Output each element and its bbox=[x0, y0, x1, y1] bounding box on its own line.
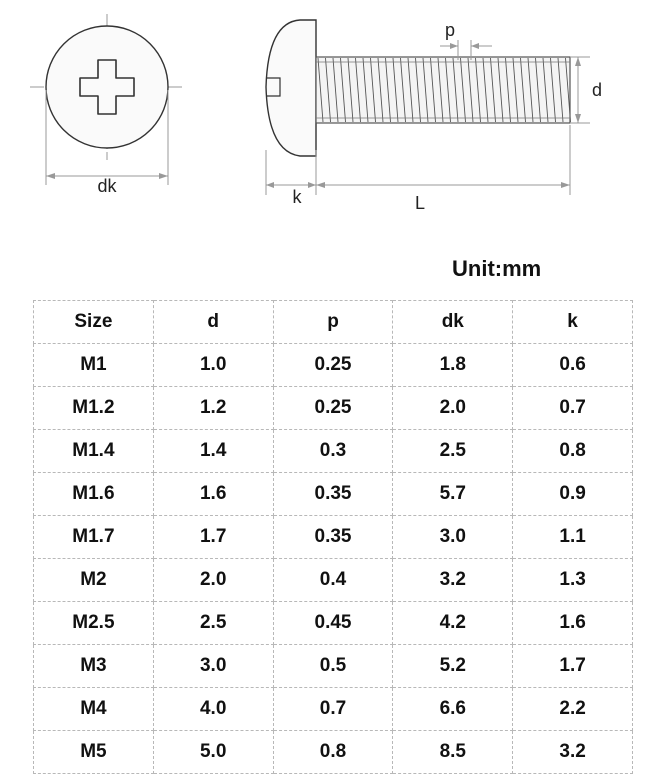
label-p: p bbox=[444, 20, 456, 40]
table-row bbox=[34, 645, 633, 688]
diameter-dimension bbox=[570, 57, 590, 123]
cell-size: M2.5 bbox=[34, 602, 154, 645]
cell-p: 0.7 bbox=[273, 688, 393, 731]
cell-size: M1.2 bbox=[34, 387, 154, 430]
cell-d: 1.7 bbox=[153, 516, 273, 559]
cell-d: 1.4 bbox=[153, 430, 273, 473]
cell-dk: 2.5 bbox=[393, 430, 513, 473]
cell-size: M3 bbox=[34, 645, 154, 688]
cell-size: M2 bbox=[34, 559, 154, 602]
cell-dk: 6.6 bbox=[393, 688, 513, 731]
cell-d: 3.0 bbox=[153, 645, 273, 688]
table-row bbox=[34, 473, 633, 516]
label-dk: dk bbox=[97, 176, 117, 196]
cell-size: M1 bbox=[34, 344, 154, 387]
table-row bbox=[34, 516, 633, 559]
cell-size: M4 bbox=[34, 688, 154, 731]
cell-d: 5.0 bbox=[153, 731, 273, 774]
label-L: L bbox=[414, 193, 426, 213]
table-row bbox=[34, 688, 633, 731]
header-k: k bbox=[513, 301, 633, 344]
cell-dk: 5.7 bbox=[393, 473, 513, 516]
cell-d: 1.2 bbox=[153, 387, 273, 430]
cell-p: 0.35 bbox=[273, 473, 393, 516]
cell-d: 2.5 bbox=[153, 602, 273, 645]
header-dk: dk bbox=[393, 301, 513, 344]
cell-dk: 8.5 bbox=[393, 731, 513, 774]
spec-table bbox=[33, 300, 633, 774]
cell-p: 0.5 bbox=[273, 645, 393, 688]
cell-k: 0.8 bbox=[513, 430, 633, 473]
cell-dk: 5.2 bbox=[393, 645, 513, 688]
cell-k: 1.6 bbox=[513, 602, 633, 645]
cell-p: 0.45 bbox=[273, 602, 393, 645]
cell-size: M5 bbox=[34, 731, 154, 774]
cell-p: 0.4 bbox=[273, 559, 393, 602]
table-row bbox=[34, 387, 633, 430]
cell-dk: 4.2 bbox=[393, 602, 513, 645]
cell-p: 0.25 bbox=[273, 344, 393, 387]
table-row bbox=[34, 430, 633, 473]
cell-k: 1.7 bbox=[513, 645, 633, 688]
cell-k: 1.1 bbox=[513, 516, 633, 559]
header-size: Size bbox=[34, 301, 154, 344]
unit-label: Unit:mm bbox=[452, 256, 542, 281]
cell-p: 0.8 bbox=[273, 731, 393, 774]
label-d: d bbox=[591, 80, 603, 100]
cell-d: 1.0 bbox=[153, 344, 273, 387]
cell-d: 4.0 bbox=[153, 688, 273, 731]
table-row bbox=[34, 731, 633, 774]
cell-size: M1.6 bbox=[34, 473, 154, 516]
table-header-row bbox=[34, 301, 633, 344]
cell-k: 2.2 bbox=[513, 688, 633, 731]
cell-dk: 3.0 bbox=[393, 516, 513, 559]
cell-p: 0.35 bbox=[273, 516, 393, 559]
cell-d: 1.6 bbox=[153, 473, 273, 516]
table-row bbox=[34, 559, 633, 602]
cell-p: 0.3 bbox=[273, 430, 393, 473]
cell-d: 2.0 bbox=[153, 559, 273, 602]
label-k: k bbox=[292, 187, 302, 207]
screw-diagram bbox=[0, 0, 654, 230]
cell-p: 0.25 bbox=[273, 387, 393, 430]
cell-size: M1.4 bbox=[34, 430, 154, 473]
header-p: p bbox=[273, 301, 393, 344]
cell-size: M1.7 bbox=[34, 516, 154, 559]
cell-k: 0.7 bbox=[513, 387, 633, 430]
table-row bbox=[34, 344, 633, 387]
cell-dk: 3.2 bbox=[393, 559, 513, 602]
header-d: d bbox=[153, 301, 273, 344]
cell-k: 0.6 bbox=[513, 344, 633, 387]
cell-k: 0.9 bbox=[513, 473, 633, 516]
cell-k: 3.2 bbox=[513, 731, 633, 774]
cell-dk: 1.8 bbox=[393, 344, 513, 387]
table-row bbox=[34, 602, 633, 645]
cell-dk: 2.0 bbox=[393, 387, 513, 430]
screw-side-view bbox=[266, 20, 571, 156]
cell-k: 1.3 bbox=[513, 559, 633, 602]
head-top-view bbox=[30, 14, 185, 185]
